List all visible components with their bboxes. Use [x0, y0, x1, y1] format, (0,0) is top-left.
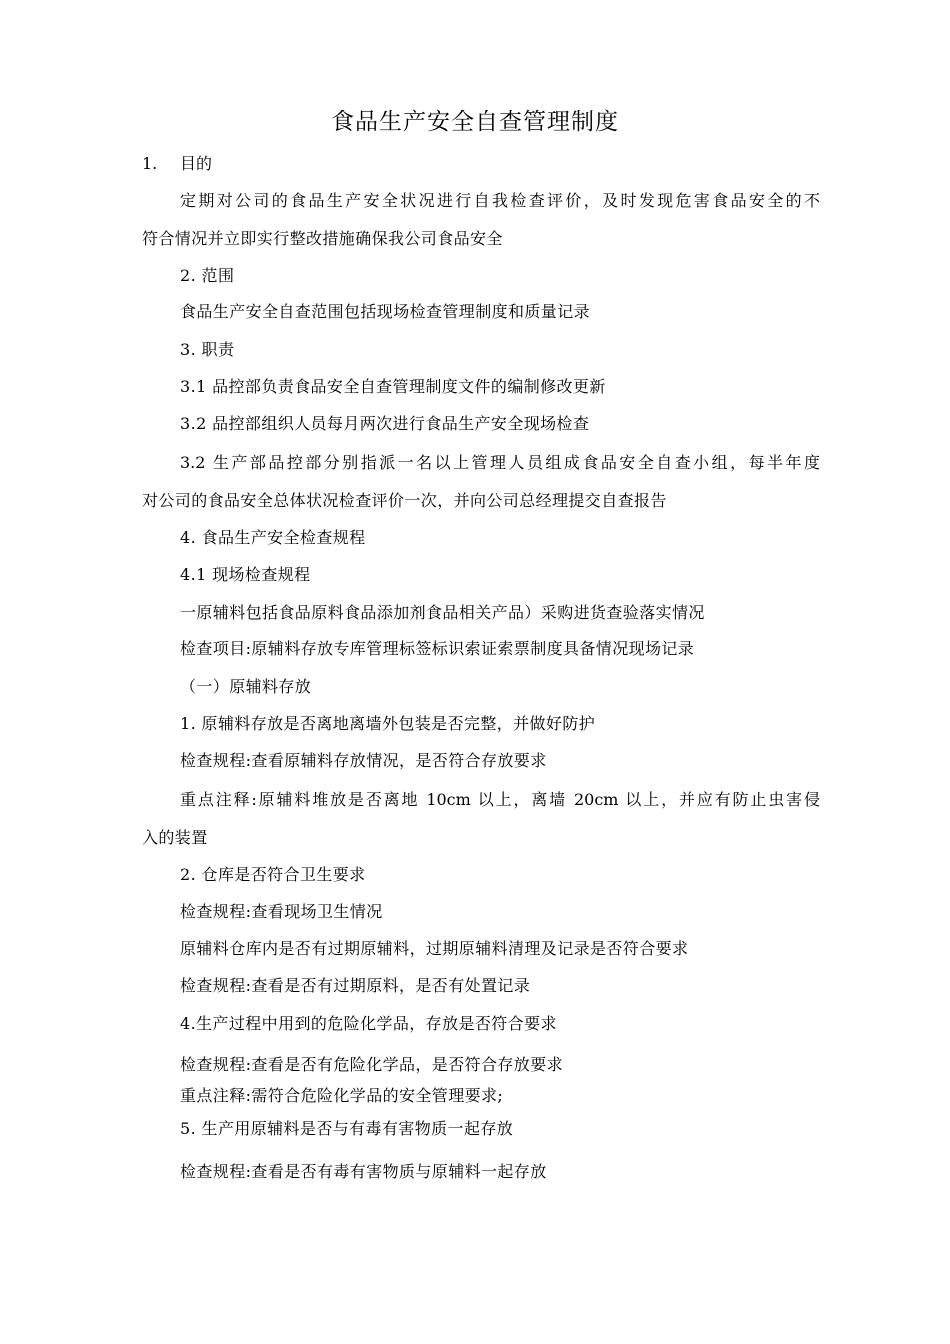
section-heading-text: 目的 — [180, 154, 213, 173]
paragraph-line: 检查规程:查看是否有过期原料，是否有处置记录 — [180, 976, 531, 995]
paragraph-line: 重点注释:原辅料堆放是否离地 10cm 以上，离墙 20cm 以上，并应有防止虫害侵 — [180, 790, 820, 809]
paragraph-line: 原辅料仓库内是否有过期原辅料，过期原辅料清理及记录是否符合要求 — [180, 939, 689, 958]
section-heading-purpose — [142, 152, 213, 176]
section-number: 1. — [142, 154, 158, 173]
document-title: 食品生产安全自查管理制度 — [331, 109, 619, 135]
subsection-heading: 4.1 现场检查规程 — [180, 565, 311, 584]
section-heading-inspection: 4. 食品生产安全检查规程 — [180, 528, 366, 547]
paragraph-line: 5. 生产用原辅料是否与有毒有害物质一起存放 — [180, 1119, 514, 1138]
paragraph-line: 食品生产安全自查范围包括现场检查管理制度和质量记录 — [180, 302, 591, 321]
paragraph-line: 1. 原辅料存放是否离地离墙外包装是否完整，并做好防护 — [180, 714, 596, 733]
paragraph-line: 重点注释:需符合危险化学品的安全管理要求; — [180, 1086, 504, 1105]
paragraph-line: 定期对公司的食品生产安全状况进行自我检查评价，及时发现危害食品安全的不 — [180, 191, 820, 210]
paragraph-line: 一原辅料包括食品原料食品添加剂食品相关产品）采购进货查验落实情况 — [180, 603, 705, 622]
paragraph-line: 3.1 品控部负责食品安全自查管理制度文件的编制修改更新 — [180, 377, 606, 396]
section-heading-duties: 3. 职责 — [180, 340, 235, 359]
paragraph-line: 4.生产过程中用到的危险化学品，存放是否符合要求 — [180, 1014, 557, 1033]
paragraph-line: 3.2 生产部品控部分别指派一名以上管理人员组成食品安全自查小组，每半年度 — [180, 453, 820, 472]
paragraph-line: 检查项目:原辅料存放专库管理标签标识索证索票制度具备情况现场记录 — [180, 639, 695, 658]
paragraph-line: 入的装置 — [142, 828, 208, 847]
paragraph-line: 检查规程:查看是否有毒有害物质与原辅料一起存放 — [180, 1162, 547, 1181]
paragraph-line: 2. 仓库是否符合卫生要求 — [180, 865, 366, 884]
paragraph-line: 检查规程:查看现场卫生情况 — [180, 902, 383, 921]
section-heading-scope: 2. 范围 — [180, 266, 235, 285]
paragraph-line: 3.2 品控部组织人员每月两次进行食品生产安全现场检查 — [180, 414, 590, 433]
paragraph-line: 符合情况并立即实行整改措施确保我公司食品安全 — [142, 229, 503, 248]
paragraph-line: 检查规程:查看原辅料存放情况，是否符合存放要求 — [180, 751, 547, 770]
paragraph-line: 对公司的食品安全总体状况检查评价一次，并向公司总经理提交自查报告 — [142, 491, 667, 510]
subsection-heading: （一）原辅料存放 — [180, 677, 312, 696]
paragraph-line: 检查规程:查看是否有危险化学品，是否符合存放要求 — [180, 1055, 563, 1074]
